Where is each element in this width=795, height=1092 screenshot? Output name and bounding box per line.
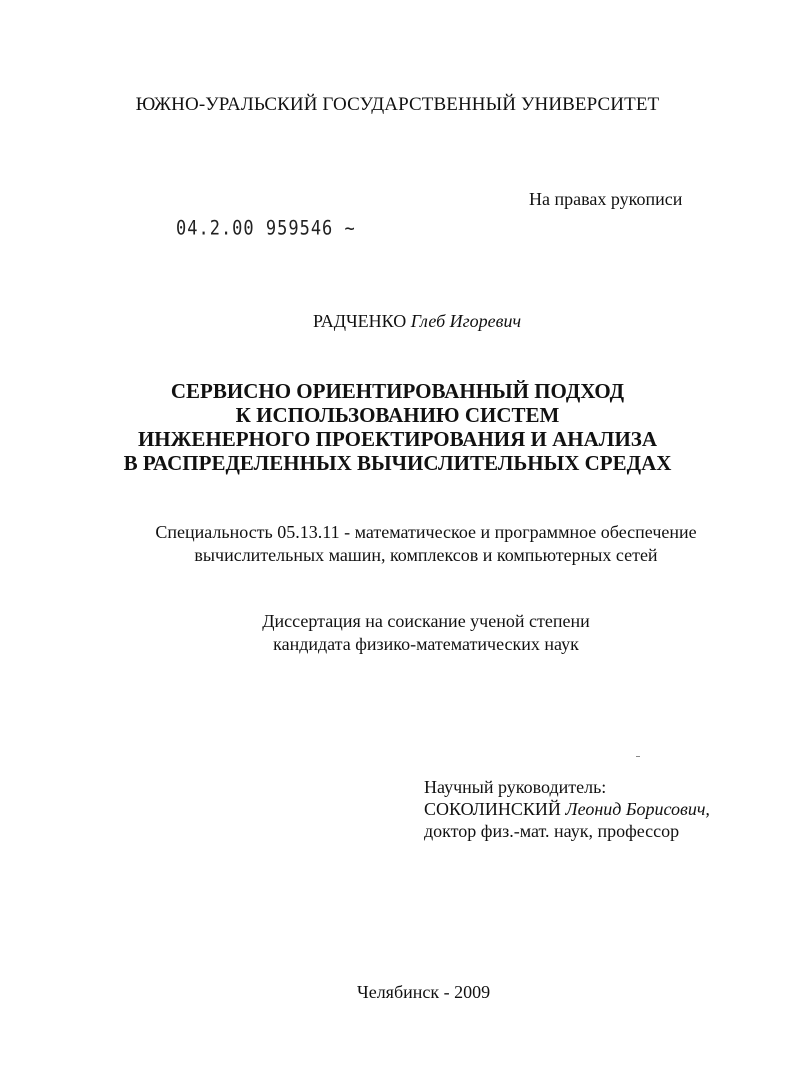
specialty bbox=[0, 521, 795, 567]
scan-speck bbox=[636, 756, 640, 757]
specialty-line: Специальность 05.13.11 - математическое и программное обеспечение bbox=[155, 522, 697, 542]
rights-note: На правах рукописи bbox=[529, 189, 683, 209]
title-line: К ИСПОЛЬЗОВАНИЮ СИСТЕМ bbox=[235, 403, 560, 427]
advisor-degree: доктор физ.-мат. наук, профессор bbox=[424, 821, 680, 841]
author-surname: РАДЧЕНКО bbox=[313, 311, 407, 331]
degree-line: кандидата физико-математических наук bbox=[273, 634, 579, 654]
degree-statement bbox=[0, 610, 795, 656]
dissertation-title bbox=[0, 379, 795, 475]
advisor-surname: СОКОЛИНСКИЙ bbox=[424, 799, 561, 819]
title-line: В РАСПРЕДЕЛЕННЫХ ВЫЧИСЛИТЕЛЬНЫХ СРЕДАХ bbox=[123, 451, 672, 475]
specialty-line: вычислительных машин, комплексов и компьютерных сетей bbox=[194, 545, 658, 565]
title-line: СЕРВИСНО ОРИЕНТИРОВАННЫЙ ПОДХОД bbox=[170, 379, 625, 403]
university-name: ЮЖНО-УРАЛЬСКИЙ ГОСУДАРСТВЕННЫЙ УНИВЕРСИТЕТ bbox=[135, 94, 660, 115]
advisor-label: Научный руководитель: bbox=[424, 777, 607, 797]
author-name bbox=[313, 311, 521, 332]
advisor-given-names: Леонид Борисович, bbox=[565, 799, 710, 819]
title-line: ИНЖЕНЕРНОГО ПРОЕКТИРОВАНИЯ И АНАЛИЗА bbox=[137, 427, 658, 451]
author-given-names: Глеб Игоревич bbox=[410, 311, 522, 331]
city-year: Челябинск - 2009 bbox=[357, 982, 491, 1002]
degree-line: Диссертация на соискание ученой степени bbox=[262, 611, 590, 631]
scientific-advisor bbox=[424, 776, 710, 842]
advisor-name bbox=[424, 798, 710, 820]
registration-stamp: 04.2.00 959546 ~ bbox=[176, 217, 356, 240]
